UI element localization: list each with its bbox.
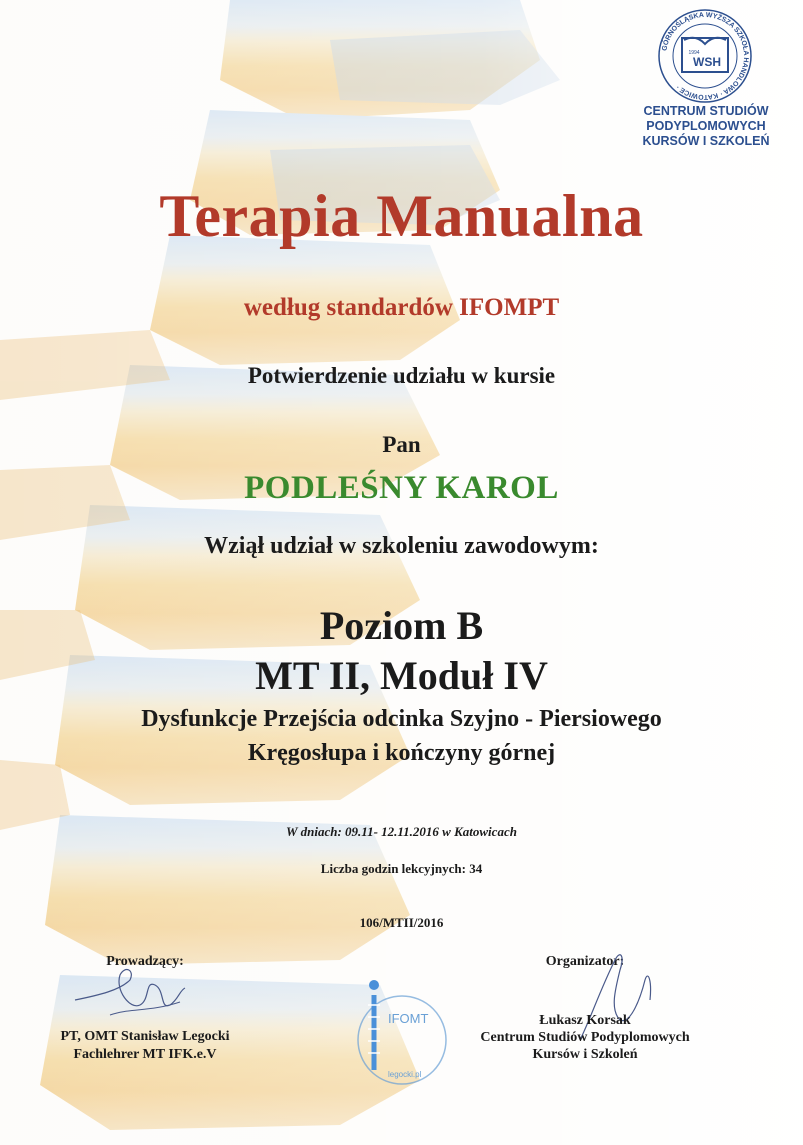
- course-hours: Liczba godzin lekcyjnych: 34: [320, 861, 483, 876]
- participation-text: Wziął udział w szkoleniu zawodowym:: [204, 533, 599, 559]
- wsh-logo-ring-text: GÓRNOŚLĄSKA WYŻSZA SZKOŁA HANDLOWA · KATOWICE ·: [661, 11, 750, 101]
- confirmation-text: Potwierdzenie udziału w kursie: [247, 363, 556, 388]
- wsh-unit-line-1: CENTRUM STUDIÓW: [643, 104, 769, 118]
- course-module: MT II, Moduł IV: [255, 653, 548, 698]
- wsh-unit-line-3: KURSÓW I SZKOLEŃ: [642, 134, 770, 148]
- certificate-subtitle: według standardów IFOMPT: [243, 294, 560, 321]
- ifomt-logo: [352, 975, 452, 1095]
- certificate-number: 106/MTII/2016: [359, 915, 444, 930]
- salutation: Pan: [382, 432, 421, 457]
- instructor-signature: [70, 960, 190, 1030]
- wsh-unit-name: [618, 104, 794, 149]
- organizer-org-line-2: Kursów i Szkoleń: [532, 1047, 638, 1062]
- course-dates: W dniach: 09.11- 12.11.2016 w Katowicach: [286, 824, 517, 839]
- instructor-title: Fachlehrer MT IFK.e.V: [73, 1047, 217, 1062]
- course-level: Poziom B: [319, 603, 484, 648]
- organizer-role: Organizator:: [545, 954, 625, 969]
- ifomt-logo-site: legocki.pl: [388, 1070, 422, 1079]
- certificate-title: Terapia Manualna: [159, 183, 644, 249]
- participant-name: PODLEŚNY KAROL: [244, 470, 559, 506]
- organizer-org-line-1: Centrum Studiów Podyplomowych: [480, 1030, 690, 1045]
- wsh-logo-year: 1994: [688, 50, 700, 56]
- wsh-logo-mark: WSH: [693, 55, 721, 69]
- ifomt-logo-text: IFOMT: [388, 1011, 429, 1026]
- instructor-role: Prowadzący:: [106, 954, 184, 969]
- organizer-name: Łukasz Korsak: [539, 1013, 631, 1028]
- course-topic-line-1: Dysfunkcje Przejścia odcinka Szyjno - Piersiowego: [141, 706, 662, 732]
- instructor-name: PT, OMT Stanisław Legocki: [60, 1029, 230, 1044]
- wsh-unit-line-2: PODYPLOMOWYCH: [646, 119, 766, 133]
- course-topic-line-2: Kręgosłupa i kończyny górnej: [247, 740, 556, 766]
